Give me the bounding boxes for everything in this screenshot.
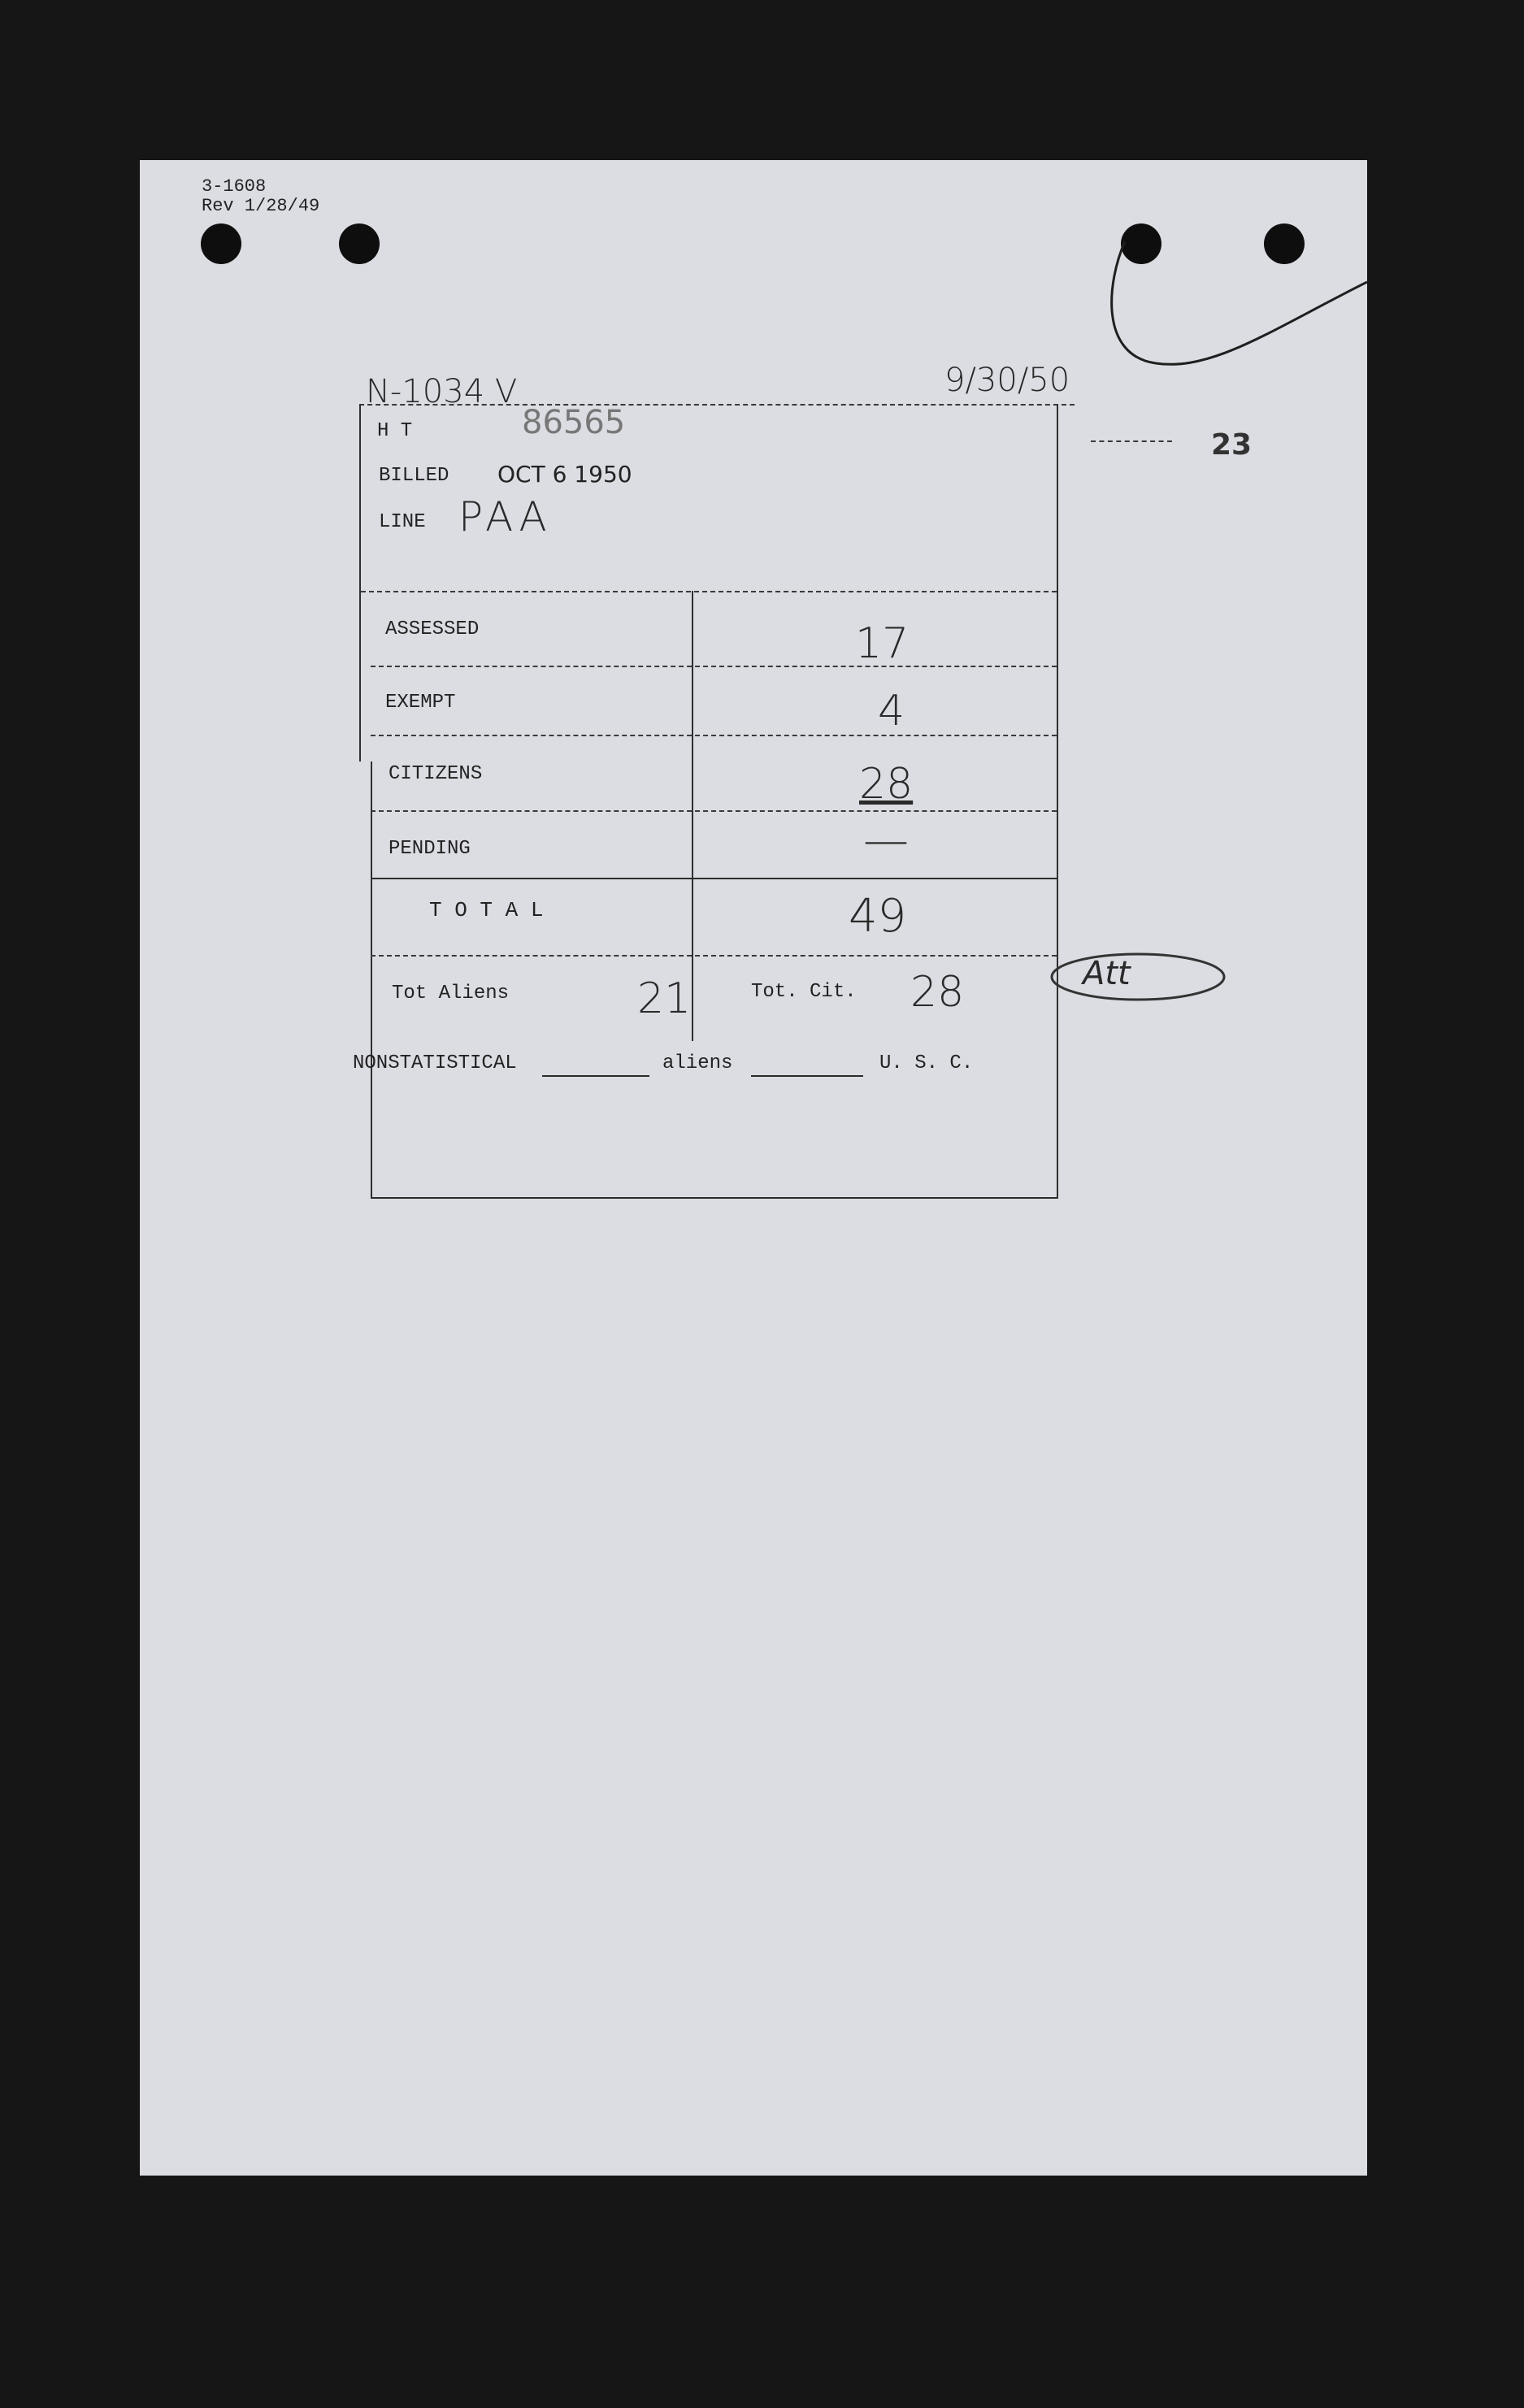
row-label-pending: PENDING: [389, 838, 471, 860]
row-value-assessed: 17: [855, 619, 910, 668]
aliens-label: aliens: [662, 1052, 733, 1074]
row-label-exempt: EXEMPT: [385, 692, 456, 714]
billed-label: BILLED: [379, 465, 449, 487]
row-label-citizens: CITIZENS: [389, 763, 483, 785]
punch-hole-1: [201, 223, 241, 264]
document-page: [140, 160, 1367, 2176]
file-number-handwritten: N-1034 V: [366, 373, 518, 410]
ht-label: H T: [377, 420, 413, 442]
date-handwritten: 9/30/50: [944, 362, 1070, 399]
page-number: 23: [1211, 428, 1253, 462]
tot-cit-label: Tot. Cit.: [751, 981, 857, 1003]
tot-cit-value: 28: [910, 968, 965, 1017]
line-label: LINE: [379, 511, 426, 533]
billed-date-stamp: OCT 6 1950: [497, 461, 632, 488]
total-label: T O T A L: [429, 898, 544, 922]
pen-stroke-mark: [1091, 233, 1367, 380]
faint-mark: [1091, 440, 1172, 442]
line-value-handwritten: PAA: [458, 493, 552, 540]
nonstatistical-blank: [542, 1075, 649, 1077]
row-value-pending: —: [863, 814, 909, 867]
tot-aliens-label: Tot Aliens: [392, 983, 510, 1004]
initials-circle: [1042, 940, 1237, 1013]
initials-handwritten: Att: [1083, 955, 1131, 992]
row-label-assessed: ASSESSED: [385, 618, 480, 640]
aliens-blank: [751, 1075, 863, 1077]
row-value-exempt: 4: [878, 687, 905, 735]
form-number: 3-1608: [202, 176, 267, 197]
total-value: 49: [849, 890, 907, 943]
punch-hole-2: [339, 223, 380, 264]
form-revision: Rev 1/28/49: [202, 196, 320, 216]
tot-aliens-value: 21: [637, 974, 692, 1023]
usc-label: U. S. C.: [879, 1052, 974, 1074]
ht-number-stamp: 86565: [522, 404, 626, 441]
row-value-citizens: 28: [859, 760, 914, 809]
nonstatistical-label: NONSTATISTICAL: [353, 1052, 517, 1074]
